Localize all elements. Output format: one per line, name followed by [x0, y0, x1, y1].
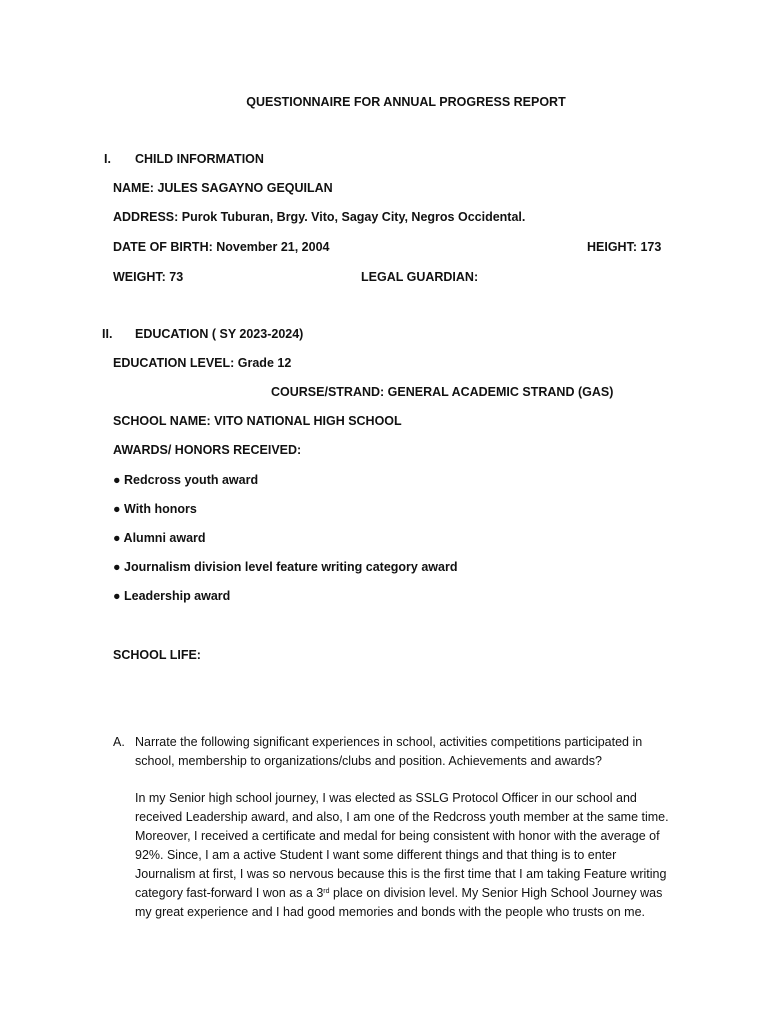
- child-name: NAME: JULES SAGAYNO GEQUILAN: [113, 181, 333, 195]
- section-2-heading: EDUCATION ( SY 2023-2024): [135, 327, 304, 341]
- award-item: ● Redcross youth award: [113, 473, 259, 487]
- award-item: ● Alumni award: [113, 531, 206, 545]
- school-name: SCHOOL NAME: VITO NATIONAL HIGH SCHOOL: [113, 414, 402, 428]
- education-level: EDUCATION LEVEL: Grade 12: [113, 356, 292, 370]
- document-title: QUESTIONNAIRE FOR ANNUAL PROGRESS REPORT: [246, 95, 566, 109]
- question-a-letter: A.: [113, 735, 125, 749]
- awards-label: AWARDS/ HONORS RECEIVED:: [113, 443, 302, 457]
- school-life-label: SCHOOL LIFE:: [113, 648, 201, 662]
- award-item: ● With honors: [113, 502, 197, 516]
- section-2-numeral: II.: [102, 327, 113, 341]
- answer-text: In my Senior high school journey, I was elected as SSLG Protocol Officer in our school and received Leadership award, and also, I am one of the Redcross youth member at the same time. Moreover, I received a certificate and medal for being consistent with honor with the average of 92%. Since, I am a active Student I want some different things and that thing is to enter Journalism at first, I was so nervous because this is the first time that I am taking Feature writing category fast-forward I won as a 3: [135, 791, 669, 900]
- section-1-heading: CHILD INFORMATION: [135, 152, 264, 166]
- question-a-text: Narrate the following significant experiences in school, activities competitions participated in school, membership to organizations/clubs and position. Achievements and awards?: [135, 735, 643, 768]
- child-dob: DATE OF BIRTH: November 21, 2004: [113, 240, 330, 254]
- child-height: HEIGHT: 173: [587, 240, 662, 254]
- legal-guardian: LEGAL GUARDIAN:: [361, 270, 479, 284]
- child-address: ADDRESS: Purok Tuburan, Brgy. Vito, Sagay City, Negros Occidental.: [113, 210, 526, 224]
- award-item: ● Leadership award: [113, 589, 231, 603]
- award-item: ● Journalism division level feature writing category award: [113, 560, 458, 574]
- answer-text-cont: place on division level. My Senior High School Journey was my great experience and I had good memories and bonds with the people who trusts on me.: [135, 886, 663, 919]
- question-a-answer: [135, 789, 675, 922]
- answer-superscript: rd: [323, 888, 330, 895]
- course-strand: COURSE/STRAND: GENERAL ACADEMIC STRAND (GAS): [271, 385, 614, 399]
- child-weight: WEIGHT: 73: [113, 270, 184, 284]
- section-1-numeral: I.: [104, 152, 111, 166]
